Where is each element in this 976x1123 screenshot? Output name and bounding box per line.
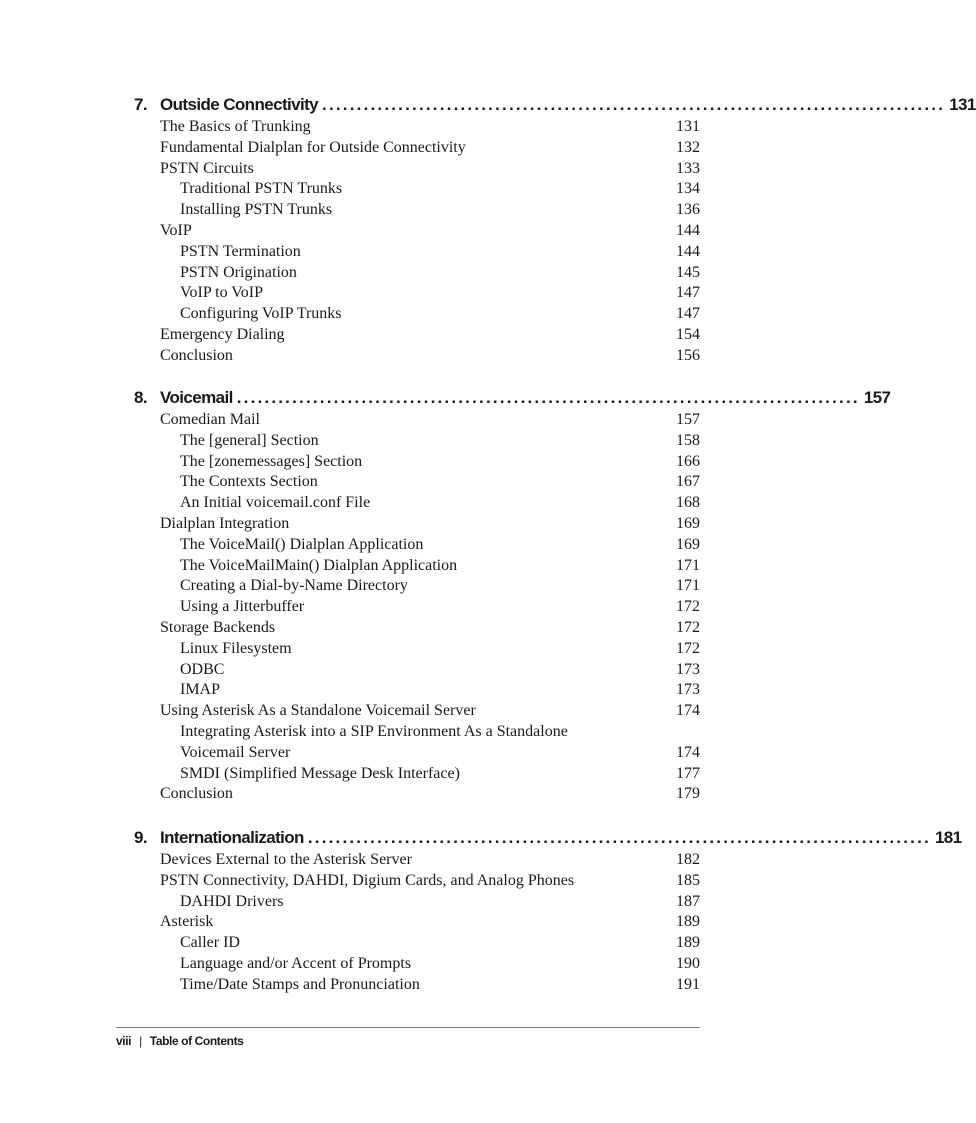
chapter-heading xyxy=(0,93,976,117)
toc-entry-label: Configuring VoIP Trunks xyxy=(180,305,342,323)
toc-entry[interactable] xyxy=(0,535,816,556)
toc-entry-page: 168 xyxy=(676,494,700,512)
toc-entry-page: 169 xyxy=(676,535,700,553)
toc-entry-label: PSTN Origination xyxy=(180,263,297,281)
toc-entry-page: 174 xyxy=(676,702,700,720)
toc-entry[interactable] xyxy=(0,493,816,514)
toc-entry-label: Devices External to the Asterisk Server xyxy=(160,851,412,868)
chapter-8 xyxy=(0,386,891,805)
toc-entry-label: The VoiceMail() Dialplan Application xyxy=(180,535,424,553)
footer-separator: | xyxy=(139,1034,142,1048)
toc-entry-label: The Basics of Trunking xyxy=(160,118,311,135)
chapter-entries xyxy=(0,117,816,367)
toc-entry[interactable] xyxy=(0,743,816,764)
toc-entry[interactable] xyxy=(0,933,816,954)
toc-entry[interactable] xyxy=(0,283,816,304)
chapter-number: 9. xyxy=(134,828,147,847)
toc-entry[interactable] xyxy=(0,514,816,535)
toc-entry[interactable] xyxy=(0,764,816,785)
toc-entry-label: Storage Backends xyxy=(160,618,276,636)
toc-entry-page: 172 xyxy=(676,618,700,636)
toc-entry-label: Asterisk xyxy=(160,913,214,931)
chapter-entries xyxy=(0,850,816,996)
footer-page-numeral: viii xyxy=(116,1034,132,1048)
toc-entry[interactable] xyxy=(0,472,816,493)
footer-title: Table of Contents xyxy=(149,1034,244,1048)
toc-entry-page: 177 xyxy=(676,764,700,782)
toc-entry[interactable] xyxy=(0,263,816,284)
toc-entry-label: Voicemail Server xyxy=(180,743,291,761)
toc-entry-page: 190 xyxy=(676,954,700,972)
toc-entry-page: 172 xyxy=(676,639,700,657)
toc-entry-page: 173 xyxy=(676,660,700,678)
toc-entry-label: Time/Date Stamps and Pronunciation xyxy=(180,975,420,993)
toc-entry-label: The Contexts Section xyxy=(180,473,318,491)
toc-entry-label: PSTN Termination xyxy=(180,242,301,260)
toc-entry-page: 144 xyxy=(676,221,700,239)
toc-entry-label: The VoiceMailMain() Dialplan Application xyxy=(180,556,458,574)
toc-entry-page: 167 xyxy=(676,473,700,491)
toc-entry[interactable] xyxy=(0,639,816,660)
toc-entry-page: 158 xyxy=(676,431,700,449)
chapter-page-number[interactable]: 157 xyxy=(863,388,891,407)
toc-entry[interactable] xyxy=(0,722,816,743)
chapter-entries xyxy=(0,410,816,805)
toc-entry-page: 185 xyxy=(676,871,700,889)
toc-entry[interactable] xyxy=(0,618,816,639)
toc-entry-page: 145 xyxy=(676,263,700,281)
toc-entry-label: Using Asterisk As a Standalone Voicemail Server xyxy=(160,702,476,720)
toc-entry-page: 171 xyxy=(676,577,700,595)
toc-entry[interactable] xyxy=(0,452,816,473)
toc-entry-page: 171 xyxy=(676,556,700,574)
toc-entry[interactable] xyxy=(0,410,816,431)
toc-entry-label: VoIP to VoIP xyxy=(180,284,263,302)
toc-entry[interactable] xyxy=(0,200,816,221)
footer-rule xyxy=(116,1027,700,1028)
toc-entry-label: Fundamental Dialplan for Outside Connectivity xyxy=(160,138,466,156)
toc-entry-label: Linux Filesystem xyxy=(180,639,292,657)
chapter-number: 8. xyxy=(134,388,147,407)
toc-entry-label: Comedian Mail xyxy=(160,411,260,428)
toc-entry-page: 179 xyxy=(676,785,700,803)
toc-entry-label: IMAP xyxy=(180,681,221,699)
toc-entry-label: The [general] Section xyxy=(180,431,319,449)
toc-entry[interactable] xyxy=(0,117,816,138)
toc-entry-page: 182 xyxy=(676,851,700,868)
toc-entry-page: 154 xyxy=(676,325,700,343)
toc-entry-page: 187 xyxy=(676,892,700,910)
toc-entry-label: VoIP xyxy=(160,221,192,239)
toc-entry[interactable] xyxy=(0,179,816,200)
chapter-heading xyxy=(0,826,962,850)
toc-entry-label: An Initial voicemail.conf File xyxy=(180,494,371,512)
toc-entry[interactable] xyxy=(0,556,816,577)
dot-leader: .......................................................................................... xyxy=(322,95,946,114)
toc-entry[interactable] xyxy=(0,138,816,159)
chapter-9 xyxy=(0,826,962,996)
toc-entry-page: 133 xyxy=(676,159,700,177)
toc-entry-label: PSTN Circuits xyxy=(160,159,254,177)
toc-entry[interactable] xyxy=(0,912,816,933)
toc-entry-label: The [zonemessages] Section xyxy=(180,452,363,470)
toc-entry[interactable] xyxy=(0,871,816,892)
toc-entry-label: Conclusion xyxy=(160,346,233,364)
toc-entry-label: Creating a Dial-by-Name Directory xyxy=(180,577,408,595)
toc-entry[interactable] xyxy=(0,304,816,325)
chapter-7 xyxy=(0,93,976,367)
chapter-heading xyxy=(0,386,891,410)
toc-entry-page: 131 xyxy=(676,118,700,135)
toc-entry-page: 134 xyxy=(676,180,700,198)
toc-entry-page: 166 xyxy=(676,452,700,470)
toc-entry[interactable] xyxy=(0,701,816,722)
toc-entry-page: 147 xyxy=(676,305,700,323)
toc-entry-page: 174 xyxy=(676,743,700,761)
toc-entry-label: ODBC xyxy=(180,660,225,678)
chapter-page-number[interactable]: 181 xyxy=(934,828,962,847)
toc-entry-label: Conclusion xyxy=(160,785,233,803)
page-footer xyxy=(116,1034,243,1048)
toc-entry-label: Dialplan Integration xyxy=(160,514,290,532)
toc-entry-page: 173 xyxy=(676,681,700,699)
toc-entry-label: Language and/or Accent of Prompts xyxy=(180,954,412,972)
toc-entry-label: Traditional PSTN Trunks xyxy=(180,180,343,198)
toc-entry[interactable] xyxy=(0,221,816,242)
toc-entry-page: 147 xyxy=(676,284,700,302)
toc-entry-label: Emergency Dialing xyxy=(160,325,285,343)
chapter-title[interactable]: Internationalization xyxy=(160,828,304,847)
toc-entry[interactable] xyxy=(0,346,816,367)
toc-entry[interactable] xyxy=(0,431,816,452)
toc-entry[interactable] xyxy=(0,892,816,913)
toc-entry-page: 136 xyxy=(676,201,700,219)
toc-entry-label: Installing PSTN Trunks xyxy=(180,201,333,219)
toc-entry-label: Using a Jitterbuffer xyxy=(180,598,305,616)
toc-entry-page: 169 xyxy=(676,514,700,532)
toc-entry[interactable] xyxy=(0,850,816,871)
dot-leader: .......................................................................................... xyxy=(236,388,860,407)
toc-entry[interactable] xyxy=(0,325,816,346)
chapter-title[interactable]: Voicemail xyxy=(160,388,233,407)
toc-entry-page: 144 xyxy=(676,242,700,260)
chapter-number: 7. xyxy=(134,95,147,114)
toc-entry[interactable] xyxy=(0,576,816,597)
toc-entry-page: 132 xyxy=(676,138,700,156)
chapter-title[interactable]: Outside Connectivity xyxy=(160,95,319,114)
dot-leader: .......................................................................................... xyxy=(307,828,931,847)
toc-entry-label: DAHDI Drivers xyxy=(180,892,284,910)
toc-entry-label: SMDI (Simplified Message Desk Interface) xyxy=(180,764,460,782)
toc-entry[interactable] xyxy=(0,954,816,975)
toc-entry-page: 189 xyxy=(676,913,700,931)
toc-entry[interactable] xyxy=(0,597,816,618)
toc-entry-page: 157 xyxy=(676,411,700,428)
toc-entry-page: 191 xyxy=(676,975,700,993)
toc-entry-label: PSTN Connectivity, DAHDI, Digium Cards, and Analog Phones xyxy=(160,871,575,889)
toc-entry-page: 156 xyxy=(676,346,700,364)
chapter-page-number[interactable]: 131 xyxy=(949,95,976,114)
toc-entry-page: 189 xyxy=(676,934,700,952)
toc-entry[interactable] xyxy=(0,660,816,681)
toc-entry[interactable] xyxy=(0,975,816,996)
toc-entry-page: 172 xyxy=(676,598,700,616)
toc-entry-label: Caller ID xyxy=(180,934,240,952)
toc-entry[interactable] xyxy=(0,784,816,805)
toc-entry[interactable] xyxy=(0,159,816,180)
toc-entry[interactable] xyxy=(0,680,816,701)
toc-entry[interactable] xyxy=(0,242,816,263)
toc-entry-label: Integrating Asterisk into a SIP Environment As a Standalone xyxy=(180,722,568,740)
